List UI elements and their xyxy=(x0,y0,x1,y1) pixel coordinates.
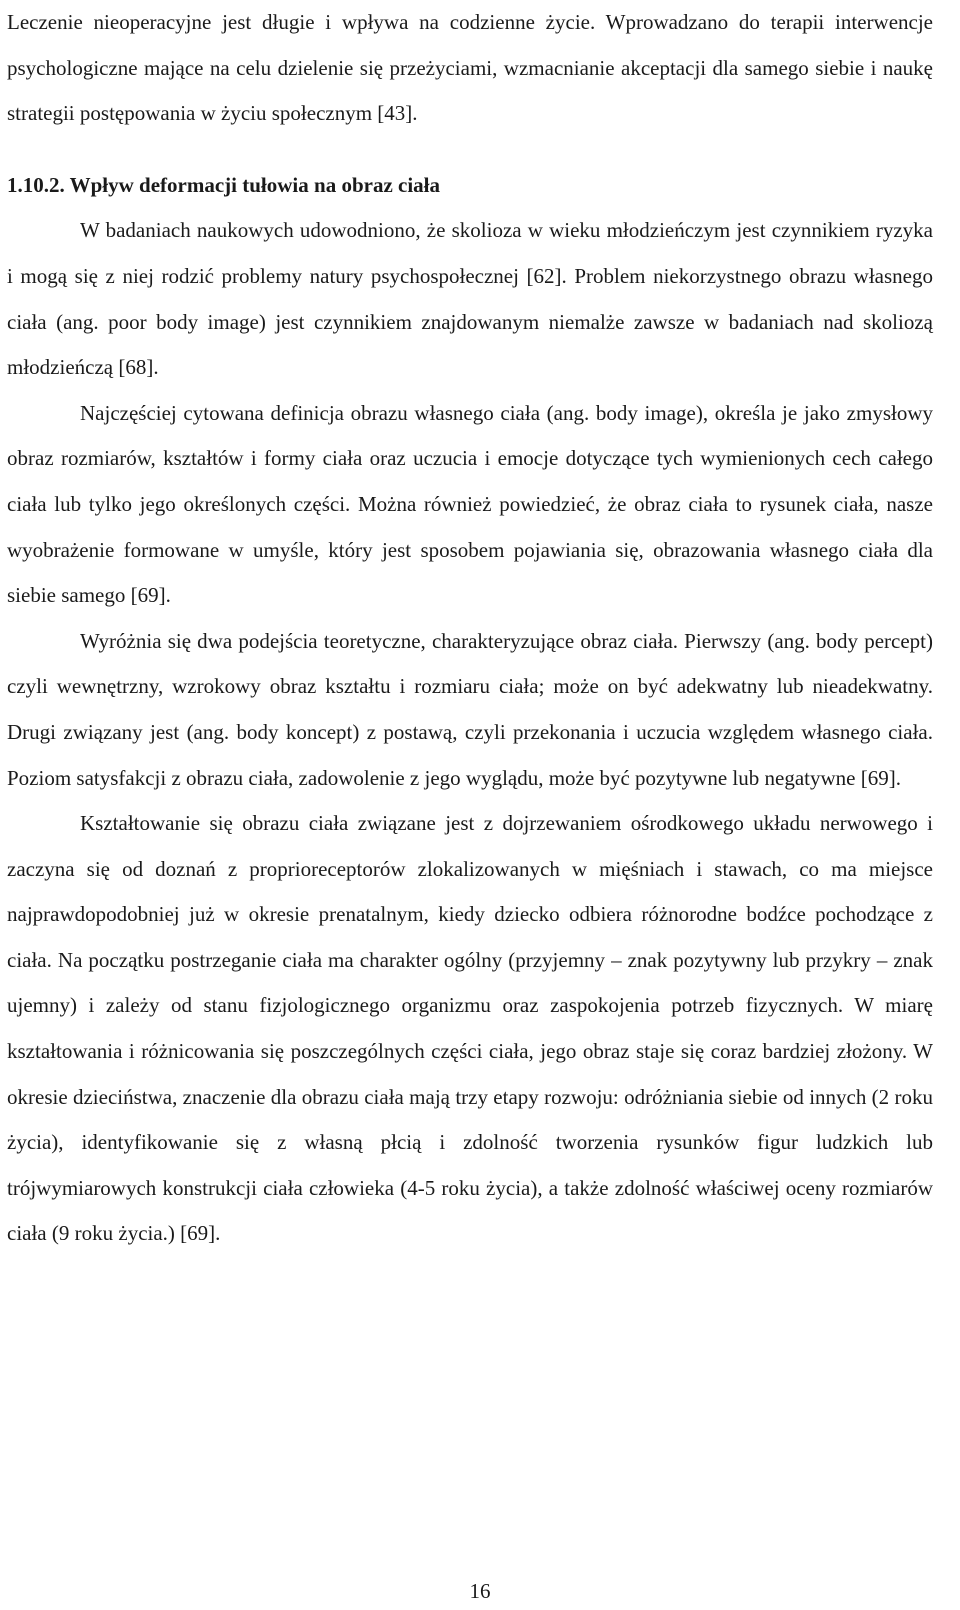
paragraph-body-image-definition: Najczęściej cytowana definicja obrazu własnego ciała (ang. body image), określa je jako zmysłowy obraz rozmiarów, kształtów i formy ciała oraz uczucia i emocje dotyczące tych wymienionych cech całego ciała lub tylko jego określonych części. Można również powiedzieć, że obraz ciała to rysunek ciała, nasze wyobrażenie formowane w umyśle, który jest sposobem pojawiania się, obrazowania własnego ciała dla siebie samego [69]. xyxy=(7,400,933,608)
document-page xyxy=(7,0,933,1257)
paragraph-theoretical-approaches: Wyróżnia się dwa podejścia teoretyczne, charakteryzujące obraz ciała. Pierwszy (ang. body percept) czyli wewnętrzny, wzrokowy obraz kształtu i rozmiaru ciała; może on być adekwatny lub nieadekwatny. Drugi związany jest (ang. body koncept) z postawą, czyli przekonania i uczucia względem własnego ciała. Poziom satysfakcji z obrazu ciała, zadowolenie z jego wyglądu, może być pozytywne lub negatywne [69]. xyxy=(7,628,933,790)
page-number: 16 xyxy=(469,1579,491,1603)
paragraph-body-image-development: Kształtowanie się obrazu ciała związane jest z dojrzewaniem ośrodkowego układu nerwowego i zaczyna się od doznań z proprioreceptorów zlokalizowanych w mięśniach i stawach, co ma miejsce najprawdopodobniej już w okresie prenatalnym, kiedy dziecko odbiera różnorodne bodźce pochodzące z ciała. Na początku postrzeganie ciała ma charakter ogólny (przyjemny – znak pozytywny lub przykry – znak ujemny) i zależy od stanu fizjologicznego organizmu oraz zaspokojenia potrzeb fizycznych. W miarę kształtowania i różnicowania się poszczególnych części ciała, jego obraz staje się coraz bardziej złożony. W okresie dzieciństwa, znaczenie dla obrazu ciała mają trzy etapy rozwoju: odróżniania siebie od innych (2 roku życia), identyfikowanie się z własną płcią i zdolność tworzenia rysunków figur ludzkich lub trójwymiarowych konstrukcji ciała człowieka (4-5 roku życia), a także zdolność właściwej oceny rozmiarów ciała (9 roku życia.) [69]. xyxy=(7,811,933,1246)
section-heading: 1.10.2. Wpływ deformacji tułowia na obraz ciała xyxy=(7,172,441,197)
paragraph-scoliosis-risk: W badaniach naukowych udowodniono, że skolioza w wieku młodzieńczym jest czynnikiem ryzyka i mogą się z niej rodzić problemy natury psychospołecznej [62]. Problem niekorzystnego obrazu własnego ciała (ang. poor body image) jest czynnikiem znajdowanym niemalże zawsze w badaniach nad skoliozą młodzieńczą [68]. xyxy=(7,218,933,380)
paragraph-conservative-treatment: Leczenie nieoperacyjne jest długie i wpływa na codzienne życie. Wprowadzano do terapii interwencje psychologiczne mające na celu dzielenie się przeżyciami, wzmacnianie akceptacji dla samego siebie i naukę strategii postępowania w życiu społecznym [43]. xyxy=(7,10,933,126)
